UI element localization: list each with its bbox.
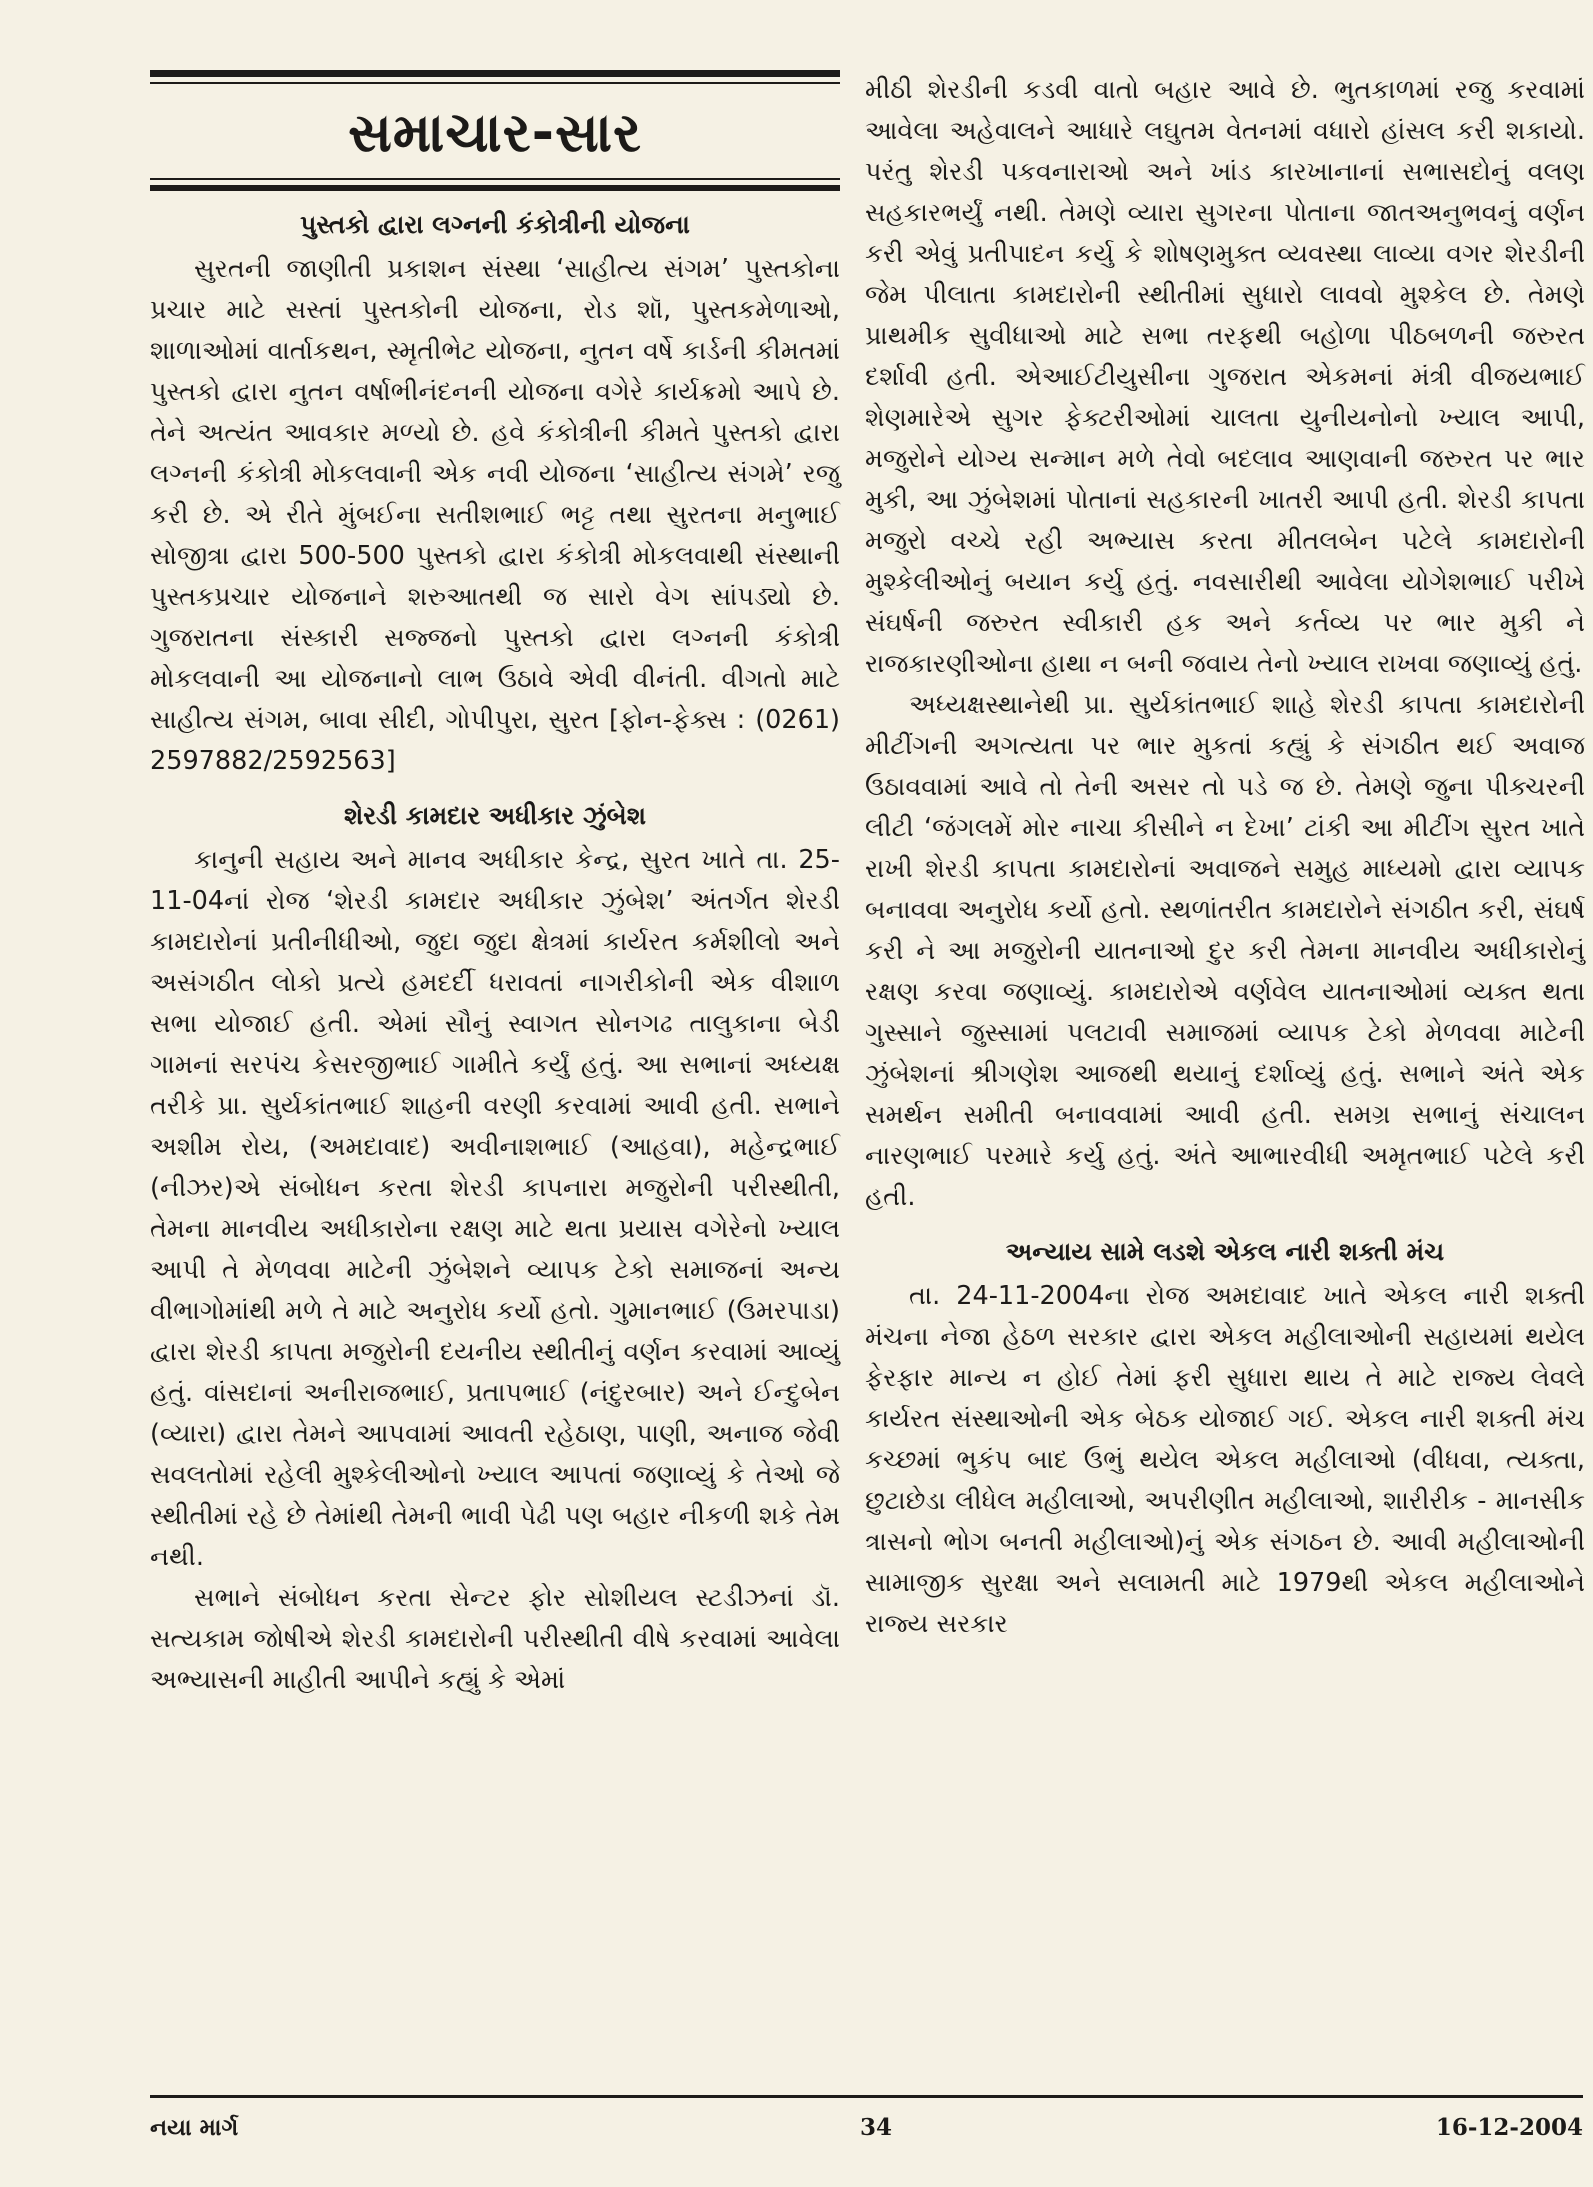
footer-rule	[150, 2095, 1583, 2098]
article-heading-sugarcane-campaign: શેરડી કામદાર અધીકાર ઝુંબેશ	[343, 801, 647, 830]
article-paragraph: અધ્યક્ષસ્થાનેથી પ્રા. સુર્યકાંતભાઈ શાહે શેરડી કાપતા કામદારોની મીટીંગની અગત્યતા પર ભાર મુકતાં કહ્યું કે સંગઠીત થઈ અવાજ ઉઠાવવામાં આવે તો તેની અસર તો પડે જ છે. તેમણે જુના પીક્ચરની લીટી ‘જંગલમેં મોર નાચા કીસીને ન દેખા’ ટાંકી આ મીટીંગ સુરત ખાતે રાખી શેરડી કાપતા કામદારોનાં અવાજને સમુહ માધ્યમો દ્વારા વ્યાપક બનાવવા અનુરોધ કર્યો હતો. સ્થળાંતરીત કામદારોને સંગઠીત કરી, સંઘર્ષ કરી ને આ મજુરોની યાતનાઓ દુર કરી તેમના માનવીય અધીકારોનું રક્ષણ કરવા જણાવ્યું. કામદારોએ વર્ણવેલ યાતનાઓમાં વ્યક્ત થતા ગુસ્સાને જુસ્સામાં પલટાવી સમાજમાં વ્યાપક ટેકો મેળવવા માટેની ઝુંબેશનાં શ્રીગણેશ આજથી થયાનું દર્શાવ્યું હતું. સભાને અંતે એક સમર્થન સમીતી બનાવવામાં આવી હતી. સમગ્ર સભાનું સંચાલન નારણભાઈ પરમારે કર્યુ હતું. અંતે આભારવીધી અમૃતભાઈ પટેલે કરી હતી.	[865, 690, 1585, 1212]
article-heading-single-women-forum: અન્યાય સામે લડશે એકલ નારી શક્તી મંચ	[1005, 1237, 1445, 1266]
article-paragraph: સભાને સંબોધન કરતા સેન્ટર ફોર સોશીયલ સ્ટડીઝનાં ડૉ. સત્યકામ જોષીએ શેરડી કામદારોની પરીસ્થીતી વીષે કરવામાં આવેલા અભ્યાસની માહીતી આપીને કહ્યું કે એમાં	[150, 1583, 840, 1695]
page-footer	[150, 2108, 1583, 2148]
article-paragraph: કાનુની સહાય અને માનવ અધીકાર કેન્દ્ર, સુરત ખાતે તા. 25-11-04નાં રોજ ‘શેરડી કામદાર અધીકાર ઝુંબેશ’ અંતર્ગત શેરડી કામદારોનાં પ્રતીનીધીઓ, જુદા જુદા ક્ષેત્રમાં કાર્યરત કર્મશીલો અને અસંગઠીત લોકો પ્રત્યે હમદર્દી ધરાવતાં નાગરીકોની એક વીશાળ સભા યોજાઈ હતી. એમાં સૌનું સ્વાગત સોનગઢ તાલુકાના બેડી ગામનાં સરપંચ કેસરજીભાઈ ગામીતે કર્યું હતું. આ સભાનાં અધ્યક્ષ તરીકે પ્રા. સુર્યકાંતભાઈ શાહની વરણી કરવામાં આવી હતી. સભાને અશીમ રોય, (અમદાવાદ) અવીનાશભાઈ (આહવા), મહેન્દ્રભાઈ (નીઝર)એ સંબોધન કરતા શેરડી કાપનારા મજુરોની પરીસ્થીતી, તેમના માનવીય અધીકારોના રક્ષણ માટે થતા પ્રયાસ વગેરેનો ખ્યાલ આપી તે મેળવવા માટેની ઝુંબેશને વ્યાપક ટેકો સમાજનાં અન્ય વીભાગોમાંથી મળે તે માટે અનુરોધ કર્યો હતો. ગુમાનભાઈ (ઉમરપાડા) દ્વારા શેરડી કાપતા મજુરોની દયનીય સ્થીતીનું વર્ણન કરવામાં આવ્યું હતું. વાંસદાનાં અનીરાજભાઈ, પ્રતાપભાઈ (નંદુરબાર) અને ઈન્દુબેન (વ્યારા) દ્વારા તેમને આપવામાં આવતી રહેઠાણ, પાણી, અનાજ જેવી સવલતોમાં રહેલી મુશ્કેલીઓનો ખ્યાલ આપતાં જણાવ્યું કે તેઓ જે સ્થીતીમાં રહે છે તેમાંથી તેમની ભાવી પેઢી પણ બહાર નીકળી શકે તેમ નથી.	[150, 845, 840, 1572]
masthead-rule-bottom-thin	[150, 178, 840, 180]
section-masthead: સમાચાર-સાર	[348, 101, 642, 164]
page-number: 34	[860, 2114, 893, 2141]
masthead-rule-top-thin	[150, 82, 840, 84]
issue-date: 16-12-2004	[1435, 2114, 1583, 2141]
right-column	[865, 70, 1585, 1645]
article-paragraph-continued: મીઠી શેરડીની કડવી વાતો બહાર આવે છે. ભુતકાળમાં રજુ કરવામાં આવેલા અહેવાલને આધારે લઘુતમ વેતનમાં વધારો હાંસલ કરી શકાયો. પરંતુ શેરડી પકવનારાઓ અને ખાંડ કારખાનાનાં સભાસદોનું વલણ સહકારભર્યું નથી. તેમણે વ્યારા સુગરના પોતાના જાતઅનુભવનું વર્ણન કરી એવું પ્રતીપાદન કર્યુ કે શોષણમુક્ત વ્યવસ્થા લાવ્યા વગર શેરડીની જેમ પીલાતા કામદારોની સ્થીતીમાં સુધારો લાવવો મુશ્કેલ છે. તેમણે પ્રાથમીક સુવીધાઓ માટે સભા તરફથી બહોળા પીઠબળની જરુરત દર્શાવી હતી. એઆઈટીયુસીના ગુજરાત એકમનાં મંત્રી વીજયભાઈ શેણમારેએ સુગર ફેક્ટરીઓમાં ચાલતા યુનીયનોનો ખ્યાલ આપી, મજુરોને યોગ્ય સન્માન મળે તેવો બદલાવ આણવાની જરુરત પર ભાર મુકી, આ ઝુંબેશમાં પોતાનાં સહકારની ખાતરી આપી હતી. શેરડી કાપતા મજુરો વચ્ચે રહી અભ્યાસ કરતા મીતલબેન પટેલે કામદારોની મુશ્કેલીઓનું બયાન કર્યુ હતું. નવસારીથી આવેલા યોગેશભાઈ પરીખે સંઘર્ષની જરુરત સ્વીકારી હક અને કર્તવ્ય પર ભાર મુકી ને રાજકારણીઓના હાથા ન બની જવાય તેનો ખ્યાલ રાખવા જણાવ્યું હતું.	[865, 75, 1585, 679]
left-column	[150, 70, 840, 1701]
masthead-rule-top	[150, 70, 840, 77]
article-heading-book-invitation: પુસ્તકો દ્વારા લગ્નની કંકોત્રીની યોજના	[300, 210, 690, 239]
masthead-rule-bottom	[150, 185, 840, 191]
article-paragraph: તા. 24-11-2004ના રોજ અમદાવાદ ખાતે એકલ નારી શક્તી મંચના નેજા હેઠળ સરકાર દ્વારા એકલ મહીલાઓની સહાયમાં થયેલ ફેરફાર માન્ય ન હોઈ તેમાં ફરી સુધારા થાય તે માટે રાજ્ય લેવલે કાર્યરત સંસ્થાઓની એક બેઠક યોજાઈ ગઈ. એકલ નારી શક્તી મંચ કચ્છમાં ભુકંપ બાદ ઉભું થયેલ એકલ મહીલાઓ (વીધવા, ત્યક્તા, છુટાછેડા લીધેલ મહીલાઓ, અપરીણીત મહીલાઓ, શારીરીક - માનસીક ત્રાસનો ભોગ બનતી મહીલાઓ)નું એક સંગઠન છે. આવી મહીલાઓની સામાજીક સુરક્ષા અને સલામતી માટે 1979થી એકલ મહીલાઓને રાજ્ય સરકાર	[865, 1281, 1585, 1639]
article-paragraph: સુરતની જાણીતી પ્રકાશન સંસ્થા ‘સાહીત્ય સંગમ’ પુસ્તકોના પ્રચાર માટે સસ્તાં પુસ્તકોની યોજના, રોડ શૉ, પુસ્તકમેળાઓ, શાળાઓમાં વાર્તાકથન, સ્મૃતીભેટ યોજના, નુતન વર્ષે કાર્ડની કીમતમાં પુસ્તકો દ્વારા નુતન વર્ષાભીનંદનની યોજના વગેરે કાર્યક્રમો આપે છે. તેને અત્યંત આવકાર મળ્યો છે. હવે કંકોત્રીની કીમતે પુસ્તકો દ્વારા લગ્નની કંકોત્રી મોકલવાની એક નવી યોજના ‘સાહીત્ય સંગમે’ રજુ કરી છે. એ રીતે મુંબઈના સતીશભાઈ ભટ્ટ તથા સુરતના મનુભાઈ સોજીત્રા દ્વારા 500-500 પુસ્તકો દ્વારા કંકોત્રી મોકલવાથી સંસ્થાની પુસ્તકપ્રચાર યોજનાને શરુઆતથી જ સારો વેગ સાંપડ્યો છે. ગુજરાતના સંસ્કારી સજ્જનો પુસ્તકો દ્વારા લગ્નની કંકોત્રી મોકલવાની આ યોજનાનો લાભ ઉઠાવે એવી વીનંતી. વીગતો માટે સાહીત્ય સંગમ, બાવા સીદી, ગોપીપુરા, સુરત [ફોન-ફેક્સ : (0261) 2597882/2592563]	[150, 254, 840, 776]
magazine-name: નયા માર્ગ	[150, 2114, 239, 2141]
